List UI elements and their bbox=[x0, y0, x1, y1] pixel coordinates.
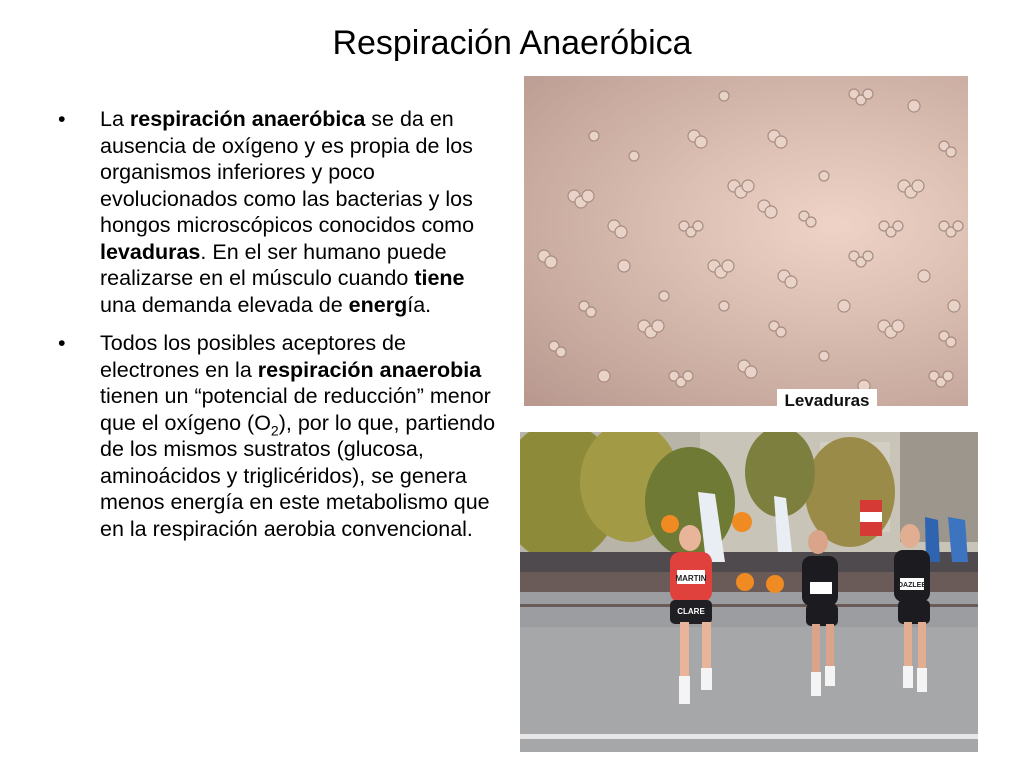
text-run: ), por lo que, partiendo de los mismos sustratos (glucosa, aminoácidos y triglicéridos), se genera menos energía en este metabolismo que en la respiración aerobia convencional. bbox=[100, 410, 496, 541]
yeast-cell bbox=[948, 300, 960, 312]
yeast-cell bbox=[838, 300, 850, 312]
yeast-cell bbox=[893, 221, 903, 231]
yeast-cell bbox=[695, 136, 707, 148]
yeast-microscope-image bbox=[524, 76, 968, 406]
yeast-cell bbox=[819, 171, 829, 181]
yeast-cell bbox=[863, 89, 873, 99]
yeast-cell bbox=[615, 226, 627, 238]
marathon-runners-photo bbox=[520, 432, 978, 752]
yeast-cell bbox=[892, 320, 904, 332]
subscript-text: 2 bbox=[270, 421, 279, 438]
bib-label: MARTIN bbox=[675, 574, 707, 583]
bold-text: energ bbox=[348, 292, 408, 317]
slide-title: Respiración Anaeróbica bbox=[332, 24, 692, 62]
yeast-cell bbox=[742, 180, 754, 192]
bullet-marker: • bbox=[58, 107, 66, 131]
yeast-cell bbox=[908, 100, 920, 112]
yeast-cell bbox=[556, 347, 566, 357]
bullet-item bbox=[58, 106, 498, 318]
yeast-cell bbox=[775, 136, 787, 148]
text-run: Todos los posibles aceptores de electrones en la bbox=[100, 331, 406, 382]
runners-drawing bbox=[520, 432, 978, 752]
bullet-item bbox=[58, 330, 498, 542]
yeast-cell bbox=[819, 351, 829, 361]
yeast-cell bbox=[719, 301, 729, 311]
bullet-text bbox=[100, 107, 474, 317]
bold-text: levaduras bbox=[100, 239, 201, 264]
text-run: tienen un “potencial de reducción” menor que el oxígeno (O bbox=[100, 384, 491, 435]
yeast-cell bbox=[618, 260, 630, 272]
yeast-cell bbox=[946, 147, 956, 157]
yeast-image-caption: Levaduras bbox=[777, 389, 877, 413]
bold-text: tiene bbox=[414, 266, 465, 290]
yeast-cell bbox=[765, 206, 777, 218]
bib-label: DAZLEE bbox=[898, 582, 926, 589]
yeast-cell bbox=[629, 151, 639, 161]
yeast-cell bbox=[953, 221, 963, 231]
yeast-cell bbox=[806, 217, 816, 227]
text-run: . En el ser humano puede realizarse en el músculo cuando bbox=[100, 239, 447, 290]
yeast-cell bbox=[776, 327, 786, 337]
yeast-cell bbox=[946, 337, 956, 347]
yeast-cell bbox=[722, 260, 734, 272]
text-run: La bbox=[100, 107, 130, 131]
yeast-cell bbox=[545, 256, 557, 268]
yeast-cell bbox=[943, 371, 953, 381]
bold-text: respiración anaeróbica bbox=[129, 107, 366, 131]
bullet-marker: • bbox=[58, 331, 66, 355]
yeast-cell bbox=[693, 221, 703, 231]
yeast-cell bbox=[586, 307, 596, 317]
text-run: se da en ausencia de oxígeno y es propia de los organismos inferiores y poco evolucionados como las bacterias y los hongos microscópicos conocidos como bbox=[100, 107, 475, 237]
yeast-cell bbox=[683, 371, 693, 381]
bib-label: CLARE bbox=[677, 607, 705, 616]
yeast-cell bbox=[918, 270, 930, 282]
yeast-cell bbox=[582, 190, 594, 202]
yeast-cell bbox=[589, 131, 599, 141]
yeast-cell bbox=[785, 276, 797, 288]
yeast-cells-drawing bbox=[524, 76, 968, 406]
text-run: una demanda elevada de bbox=[100, 292, 349, 317]
yeast-cell bbox=[598, 370, 610, 382]
text-run: ía. bbox=[407, 292, 432, 317]
yeast-cell bbox=[863, 251, 873, 261]
bullet-text bbox=[100, 331, 495, 541]
yeast-cell bbox=[659, 291, 669, 301]
yeast-cell bbox=[745, 366, 757, 378]
yeast-cell bbox=[912, 180, 924, 192]
bullet-list bbox=[58, 106, 498, 554]
yeast-cell bbox=[719, 91, 729, 101]
yeast-cell bbox=[652, 320, 664, 332]
bold-text: respiración anaerobia bbox=[257, 357, 482, 382]
